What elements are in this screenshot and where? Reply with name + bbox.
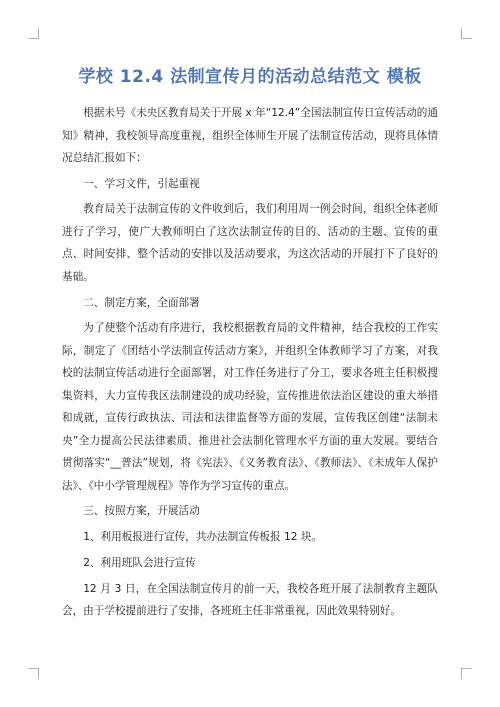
list-item: 1、利用板报进行宣传，共办法制宣传板报 12 块。 [83, 531, 323, 544]
document-title: 学校 12.4 法制宣传月的活动总结范文 模板 [78, 67, 422, 87]
crop-mark-top-left [28, 28, 39, 39]
section-heading-1: 一、学习文件，引起重视 [83, 177, 200, 190]
body-paragraph: 为了使整个活动有序进行，我校根据教育局的文件精神，结合我校的工作实际，制定了《团结小学法制宣传活动方案》，并组织全体教师学习了方案，对我校的法制宣传活动进行全面部署，对工作任务进行了分工，要求各班主任积极搜集资料，大力宣传我区法制建设的成功经验，宣传推进依法治区建设的重大举措和成就，宣传行政执法、司法和法律监督等方面的发展，宣传我区创建“法制未央”全力提高公民法律素质、推进社会法制化管理水平方面的重大发展。要结合贯彻落实“__普法”规划，将《宪法》、《义务教育法》、《教师法》、《未成年人保护法》、《中小学管理规程》等作为学习宣传的重点。 [62, 322, 438, 492]
intro-paragraph: 根据未号《未央区教育局关于开展 x 年“12.4”全国法制宣传日宣传活动的通知》精神，我校领导高度重视，组织全体师生开展了法制宣传活动，现将具体情况总结汇报如下： [62, 107, 438, 164]
document-body [62, 102, 438, 626]
crop-mark-bottom-left [28, 668, 39, 679]
crop-mark-bottom-right [461, 668, 472, 679]
section-heading-3: 三、按照方案，开展活动 [83, 505, 200, 518]
crop-mark-top-right [461, 28, 472, 39]
list-item: 2、利用班队会进行宣传 [83, 556, 196, 569]
body-paragraph: 12 月 3 日，在全国法制宣传月的前一天，我校各班开展了法制教育主题队会，由于学校提前进行了安排，各班班主任非常重视，因此效果特别好。 [62, 582, 438, 617]
body-paragraph: 教育局关于法制宣传的文件收到后，我们利用周一例会时间，组织全体老师进行了学习，使广大教师明白了这次法制宣传的目的、活动的主题、宣传的重点、时间安排、整个活动的安排以及活动要求，为这次活动的开展打下了良好的基础。 [62, 203, 438, 283]
section-heading-2: 二、制定方案，全面部署 [83, 296, 200, 309]
